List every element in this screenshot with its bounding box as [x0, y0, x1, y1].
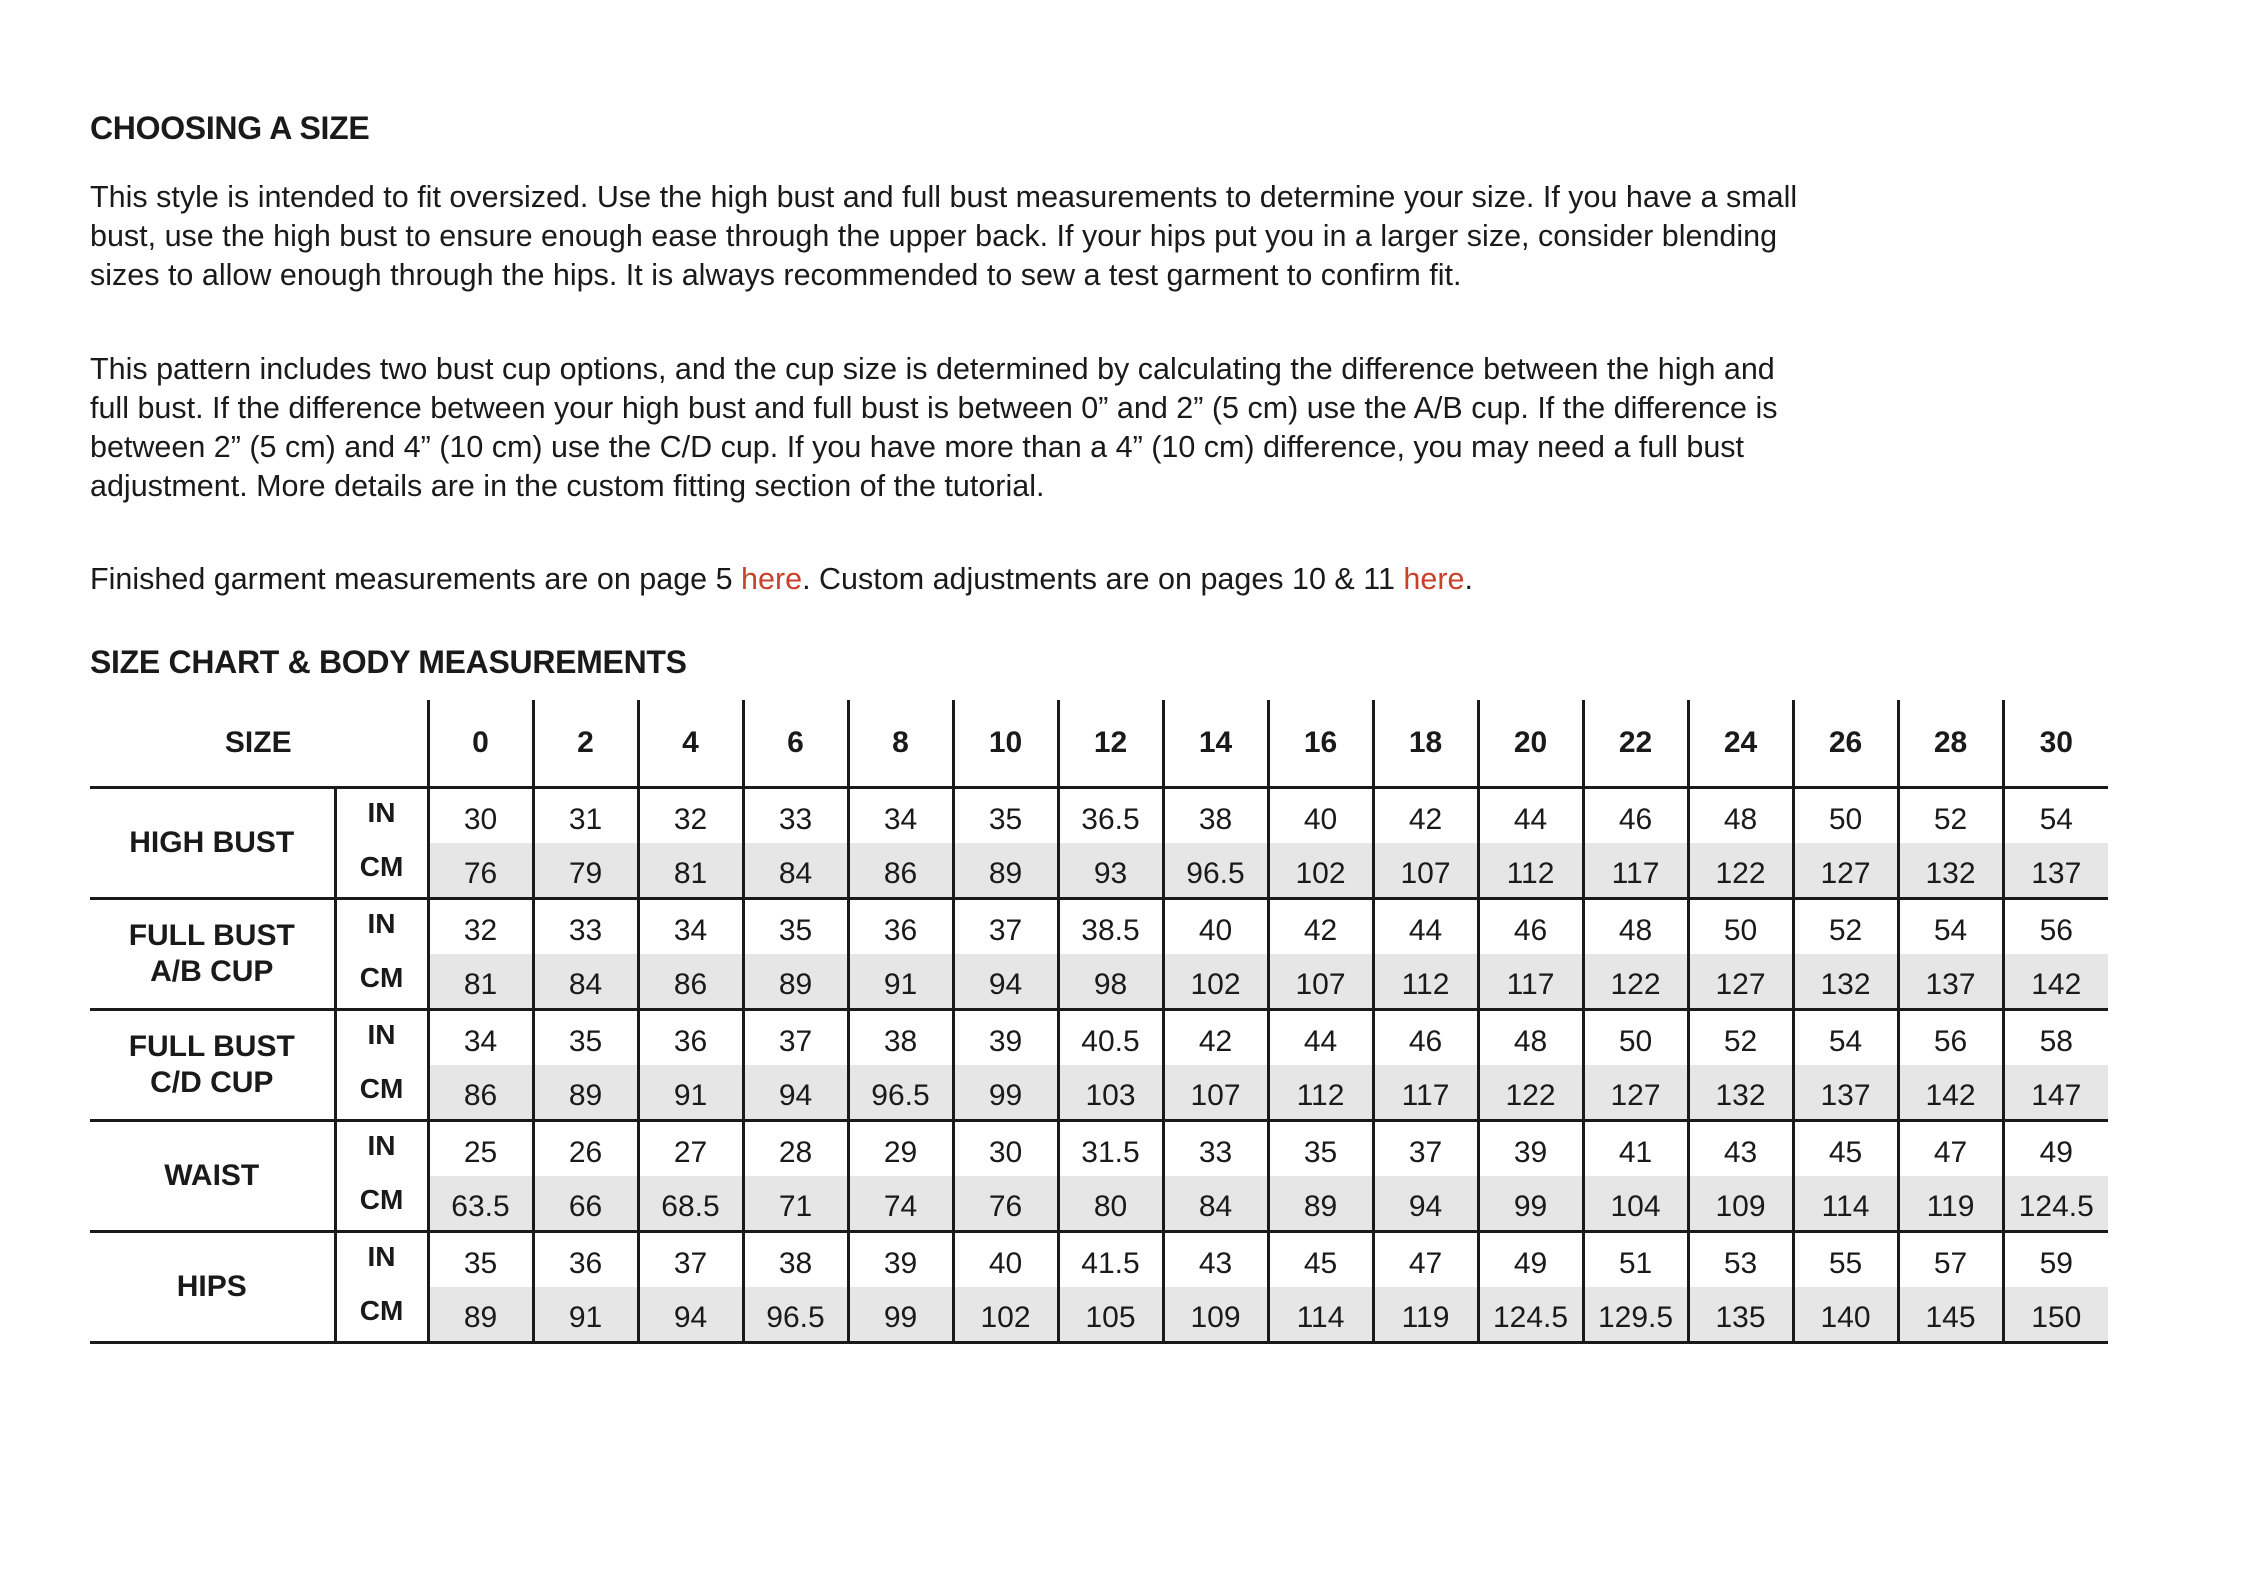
value-cell-cm: 137 [2003, 843, 2108, 899]
size-header-cell: 28 [1898, 700, 2003, 788]
unit-in-label: IN [335, 1121, 428, 1177]
value-cell-cm: 99 [953, 1065, 1058, 1121]
value-cell-in: 44 [1268, 1010, 1373, 1066]
value-cell-cm: 127 [1793, 843, 1898, 899]
value-cell-in: 39 [1478, 1121, 1583, 1177]
measurement-label-line1: HIPS [176, 1270, 247, 1303]
value-cell-in: 59 [2003, 1232, 2108, 1288]
size-header-cell: 16 [1268, 700, 1373, 788]
size-header-cell: 30 [2003, 700, 2108, 788]
value-cell-cm: 68.5 [638, 1176, 743, 1232]
value-cell-in: 50 [1688, 899, 1793, 955]
value-cell-cm: 129.5 [1583, 1287, 1688, 1343]
value-cell-in: 32 [638, 788, 743, 844]
value-cell-in: 48 [1478, 1010, 1583, 1066]
unit-cm-label: CM [335, 1287, 428, 1343]
value-cell-cm: 132 [1688, 1065, 1793, 1121]
value-cell-in: 50 [1583, 1010, 1688, 1066]
measurement-label [90, 788, 335, 899]
size-header-row [90, 700, 2108, 788]
value-cell-in: 30 [428, 788, 533, 844]
measurement-label-line1: HIGH BUST [129, 826, 295, 859]
value-cell-in: 33 [743, 788, 848, 844]
measurement-row-in [90, 1232, 2108, 1288]
value-cell-in: 42 [1373, 788, 1478, 844]
value-cell-in: 47 [1373, 1232, 1478, 1288]
measurement-row-in [90, 899, 2108, 955]
value-cell-cm: 140 [1793, 1287, 1898, 1343]
value-cell-cm: 84 [533, 954, 638, 1010]
value-cell-cm: 132 [1793, 954, 1898, 1010]
value-cell-cm: 147 [2003, 1065, 2108, 1121]
unit-in-label: IN [335, 1010, 428, 1066]
value-cell-in: 33 [533, 899, 638, 955]
value-cell-in: 50 [1793, 788, 1898, 844]
value-cell-in: 57 [1898, 1232, 2003, 1288]
value-cell-cm: 89 [1268, 1176, 1373, 1232]
value-cell-in: 44 [1478, 788, 1583, 844]
value-cell-cm: 94 [1373, 1176, 1478, 1232]
measurement-row-cm [90, 954, 2108, 1010]
value-cell-cm: 89 [428, 1287, 533, 1343]
value-cell-cm: 96.5 [743, 1287, 848, 1343]
value-cell-cm: 119 [1373, 1287, 1478, 1343]
value-cell-cm: 112 [1478, 843, 1583, 899]
unit-in-label: IN [335, 788, 428, 844]
value-cell-in: 55 [1793, 1232, 1898, 1288]
measurement-label-line2: A/B CUP [150, 955, 274, 988]
unit-in-label: IN [335, 1232, 428, 1288]
value-cell-cm: 84 [743, 843, 848, 899]
value-cell-in: 52 [1898, 788, 2003, 844]
value-cell-cm: 94 [953, 954, 1058, 1010]
value-cell-cm: 117 [1583, 843, 1688, 899]
value-cell-cm: 91 [533, 1287, 638, 1343]
value-cell-cm: 79 [533, 843, 638, 899]
value-cell-cm: 135 [1688, 1287, 1793, 1343]
value-cell-in: 34 [638, 899, 743, 955]
value-cell-in: 28 [743, 1121, 848, 1177]
measurement-row-cm [90, 1287, 2108, 1343]
value-cell-cm: 63.5 [428, 1176, 533, 1232]
value-cell-cm: 66 [533, 1176, 638, 1232]
custom-adjustments-link[interactable]: here [1403, 562, 1465, 596]
value-cell-cm: 91 [848, 954, 953, 1010]
value-cell-in: 35 [953, 788, 1058, 844]
value-cell-in: 40 [1268, 788, 1373, 844]
value-cell-in: 37 [638, 1232, 743, 1288]
value-cell-cm: 137 [1898, 954, 2003, 1010]
value-cell-cm: 80 [1058, 1176, 1163, 1232]
value-cell-cm: 124.5 [1478, 1287, 1583, 1343]
value-cell-in: 38 [848, 1010, 953, 1066]
unit-in-label: IN [335, 899, 428, 955]
value-cell-cm: 114 [1793, 1176, 1898, 1232]
value-cell-cm: 98 [1058, 954, 1163, 1010]
size-header-cell: 0 [428, 700, 533, 788]
value-cell-in: 38.5 [1058, 899, 1163, 955]
value-cell-in: 30 [953, 1121, 1058, 1177]
size-header-cell: 14 [1163, 700, 1268, 788]
value-cell-cm: 142 [1898, 1065, 2003, 1121]
value-cell-in: 35 [1268, 1121, 1373, 1177]
size-header-cell: 6 [743, 700, 848, 788]
value-cell-cm: 76 [953, 1176, 1058, 1232]
fit-instructions-paragraph: This style is intended to fit oversized. Use the high bust and full bust measurements to determine your size. If you have a small bust, use the high bust to ensure enough ease through the upper back. If your hips put you in a larger size, consider blending sizes to allow enough through the hips. It is always recommended to sew a test garment to confirm fit. [90, 180, 1798, 292]
value-cell-cm: 84 [1163, 1176, 1268, 1232]
value-cell-cm: 102 [1163, 954, 1268, 1010]
value-cell-in: 37 [743, 1010, 848, 1066]
value-cell-cm: 105 [1058, 1287, 1163, 1343]
value-cell-in: 26 [533, 1121, 638, 1177]
value-cell-in: 40.5 [1058, 1010, 1163, 1066]
value-cell-cm: 142 [2003, 954, 2108, 1010]
measurement-row-cm [90, 1176, 2108, 1232]
reference-text-end: . [1464, 562, 1473, 596]
value-cell-in: 36.5 [1058, 788, 1163, 844]
unit-cm-label: CM [335, 1176, 428, 1232]
value-cell-in: 46 [1583, 788, 1688, 844]
value-cell-in: 36 [638, 1010, 743, 1066]
value-cell-cm: 112 [1268, 1065, 1373, 1121]
value-cell-in: 48 [1688, 788, 1793, 844]
choosing-size-title: CHOOSING A SIZE [90, 110, 370, 146]
value-cell-in: 56 [2003, 899, 2108, 955]
value-cell-in: 31 [533, 788, 638, 844]
size-header-cell: 12 [1058, 700, 1163, 788]
value-cell-in: 34 [428, 1010, 533, 1066]
value-cell-in: 48 [1583, 899, 1688, 955]
value-cell-in: 29 [848, 1121, 953, 1177]
value-cell-cm: 107 [1268, 954, 1373, 1010]
value-cell-in: 47 [1898, 1121, 2003, 1177]
measurement-row-cm [90, 843, 2108, 899]
value-cell-cm: 81 [428, 954, 533, 1010]
measurement-label [90, 1232, 335, 1343]
value-cell-in: 31.5 [1058, 1121, 1163, 1177]
value-cell-in: 32 [428, 899, 533, 955]
measurement-row-cm [90, 1065, 2108, 1121]
size-header-cell: 26 [1793, 700, 1898, 788]
value-cell-cm: 96.5 [848, 1065, 953, 1121]
unit-cm-label: CM [335, 954, 428, 1010]
value-cell-in: 35 [533, 1010, 638, 1066]
measurement-label-line1: FULL BUST [128, 919, 295, 952]
value-cell-cm: 107 [1163, 1065, 1268, 1121]
value-cell-cm: 117 [1478, 954, 1583, 1010]
value-cell-cm: 99 [848, 1287, 953, 1343]
value-cell-in: 45 [1793, 1121, 1898, 1177]
value-cell-cm: 89 [953, 843, 1058, 899]
value-cell-in: 54 [1793, 1010, 1898, 1066]
value-cell-in: 52 [1793, 899, 1898, 955]
value-cell-cm: 96.5 [1163, 843, 1268, 899]
value-cell-in: 41 [1583, 1121, 1688, 1177]
value-cell-cm: 137 [1793, 1065, 1898, 1121]
size-header-cell: 10 [953, 700, 1058, 788]
value-cell-in: 41.5 [1058, 1232, 1163, 1288]
value-cell-cm: 150 [2003, 1287, 2108, 1343]
value-cell-cm: 86 [638, 954, 743, 1010]
value-cell-in: 27 [638, 1121, 743, 1177]
value-cell-cm: 109 [1688, 1176, 1793, 1232]
value-cell-in: 38 [743, 1232, 848, 1288]
value-cell-in: 46 [1478, 899, 1583, 955]
value-cell-in: 37 [1373, 1121, 1478, 1177]
value-cell-cm: 86 [428, 1065, 533, 1121]
value-cell-in: 43 [1163, 1232, 1268, 1288]
measurement-label [90, 1010, 335, 1121]
unit-cm-label: CM [335, 843, 428, 899]
measurement-row-in [90, 788, 2108, 844]
value-cell-in: 54 [1898, 899, 2003, 955]
size-header-cell: 20 [1478, 700, 1583, 788]
measurement-label [90, 1121, 335, 1232]
size-header-cell: 24 [1688, 700, 1793, 788]
value-cell-in: 49 [1478, 1232, 1583, 1288]
measurement-label-line1: FULL BUST [128, 1030, 295, 1063]
value-cell-cm: 71 [743, 1176, 848, 1232]
value-cell-cm: 76 [428, 843, 533, 899]
value-cell-cm: 94 [638, 1287, 743, 1343]
size-header-cell: 8 [848, 700, 953, 788]
value-cell-cm: 124.5 [2003, 1176, 2108, 1232]
value-cell-cm: 91 [638, 1065, 743, 1121]
unit-cm-label: CM [335, 1065, 428, 1121]
value-cell-in: 40 [953, 1232, 1058, 1288]
value-cell-in: 58 [2003, 1010, 2108, 1066]
measurement-label-line1: WAIST [164, 1159, 260, 1192]
value-cell-in: 25 [428, 1121, 533, 1177]
value-cell-in: 38 [1163, 788, 1268, 844]
value-cell-in: 34 [848, 788, 953, 844]
value-cell-in: 54 [2003, 788, 2108, 844]
measurement-row-in [90, 1121, 2108, 1177]
value-cell-in: 39 [953, 1010, 1058, 1066]
size-chart-table [90, 700, 2108, 1344]
measurement-label [90, 899, 335, 1010]
value-cell-in: 52 [1688, 1010, 1793, 1066]
value-cell-in: 37 [953, 899, 1058, 955]
value-cell-in: 49 [2003, 1121, 2108, 1177]
value-cell-in: 43 [1688, 1121, 1793, 1177]
reference-text-middle: . Custom adjustments are on pages 10 & 11 [802, 562, 1404, 596]
value-cell-in: 36 [533, 1232, 638, 1288]
value-cell-cm: 122 [1583, 954, 1688, 1010]
value-cell-cm: 102 [1268, 843, 1373, 899]
value-cell-cm: 127 [1688, 954, 1793, 1010]
value-cell-cm: 127 [1583, 1065, 1688, 1121]
value-cell-in: 45 [1268, 1232, 1373, 1288]
value-cell-cm: 93 [1058, 843, 1163, 899]
size-header-cell: 22 [1583, 700, 1688, 788]
value-cell-in: 42 [1163, 1010, 1268, 1066]
value-cell-in: 53 [1688, 1232, 1793, 1288]
size-header-label: SIZE [90, 700, 428, 788]
size-header-cell: 18 [1373, 700, 1478, 788]
value-cell-cm: 99 [1478, 1176, 1583, 1232]
value-cell-cm: 103 [1058, 1065, 1163, 1121]
value-cell-in: 42 [1268, 899, 1373, 955]
value-cell-in: 51 [1583, 1232, 1688, 1288]
value-cell-cm: 104 [1583, 1176, 1688, 1232]
value-cell-cm: 89 [743, 954, 848, 1010]
value-cell-cm: 74 [848, 1176, 953, 1232]
size-header-cell: 4 [638, 700, 743, 788]
value-cell-in: 36 [848, 899, 953, 955]
value-cell-cm: 89 [533, 1065, 638, 1121]
value-cell-in: 44 [1373, 899, 1478, 955]
value-cell-cm: 132 [1898, 843, 2003, 899]
value-cell-cm: 122 [1688, 843, 1793, 899]
value-cell-cm: 86 [848, 843, 953, 899]
value-cell-in: 56 [1898, 1010, 2003, 1066]
measurements-reference-paragraph [90, 560, 1810, 599]
reference-text-start: Finished garment measurements are on page 5 [90, 562, 742, 596]
value-cell-cm: 145 [1898, 1287, 2003, 1343]
value-cell-cm: 81 [638, 843, 743, 899]
cup-size-paragraph: This pattern includes two bust cup options, and the cup size is determined by calculating the difference between the high and full bust. If the difference between your high bust and full bust is between 0” and 2” (5 cm) use the A/B cup. If the difference is between 2” (5 cm) and 4” (10 cm) use the C/D cup. If you have more than a 4” (10 cm) difference, you may need a full bust adjustment. More details are in the custom fitting section of the tutorial. [90, 352, 1778, 503]
value-cell-in: 35 [743, 899, 848, 955]
value-cell-cm: 102 [953, 1287, 1058, 1343]
value-cell-cm: 107 [1373, 843, 1478, 899]
size-chart-body [90, 788, 2108, 1343]
measurement-label-line2: C/D CUP [150, 1066, 274, 1099]
value-cell-cm: 114 [1268, 1287, 1373, 1343]
value-cell-cm: 109 [1163, 1287, 1268, 1343]
value-cell-in: 46 [1373, 1010, 1478, 1066]
value-cell-cm: 94 [743, 1065, 848, 1121]
value-cell-in: 33 [1163, 1121, 1268, 1177]
size-header-cell: 2 [533, 700, 638, 788]
value-cell-cm: 122 [1478, 1065, 1583, 1121]
value-cell-in: 39 [848, 1232, 953, 1288]
value-cell-cm: 117 [1373, 1065, 1478, 1121]
finished-measurements-link[interactable]: here [741, 562, 803, 596]
value-cell-in: 35 [428, 1232, 533, 1288]
value-cell-in: 40 [1163, 899, 1268, 955]
value-cell-cm: 112 [1373, 954, 1478, 1010]
measurement-row-in [90, 1010, 2108, 1066]
size-chart-title: SIZE CHART & BODY MEASUREMENTS [90, 644, 687, 680]
value-cell-cm: 119 [1898, 1176, 2003, 1232]
